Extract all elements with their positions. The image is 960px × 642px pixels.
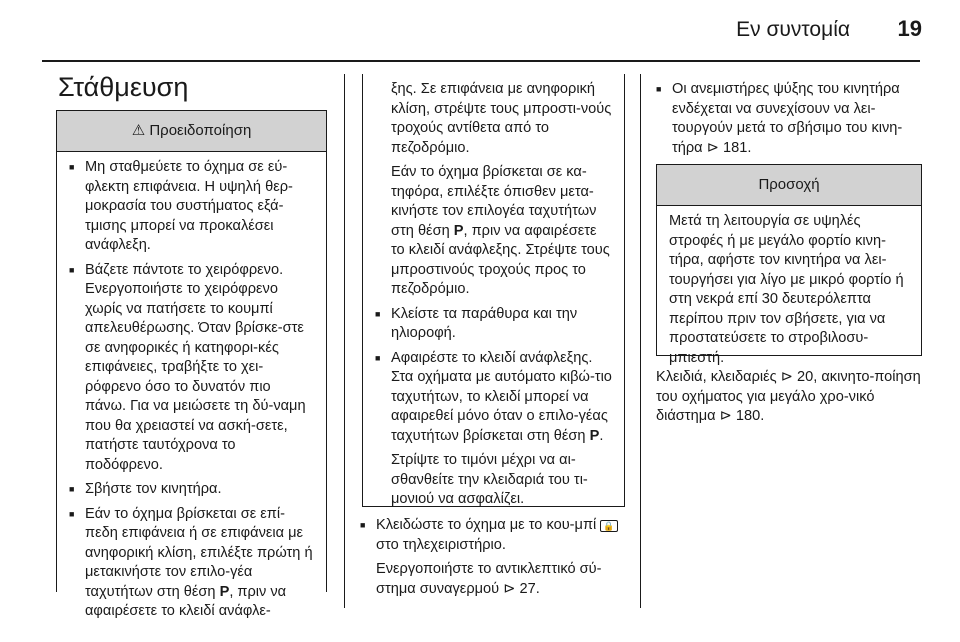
page-number: 19 [897,16,922,41]
downhill-paragraph [375,163,612,300]
warning-bullet: ■ Βάζετε πάντοτε το χειρόφρενο. Ενεργοποιήστε το χειρόφρενο χωρίς να πατήσετε το κουμπί απελευθέρωσης. Όταν βρίσκε-στε σε ανηφορικές ή κατηφορι-κές επιφάνειες, τραβήξτε το χει-ρόφρενο όσο το δυνατόν πιο πάνω. Για να μειώσετε τη δύ-ναμη που θα χρειαστεί να ασκή-σετε, πατήστε ταυτόχρονα το ποδόφρενο. [69,261,314,476]
warning-box-header [57,111,326,152]
page-ref-arrow-icon: ⊳ [780,369,793,385]
text-run: Οι ανεμιστήρες ψύξης του κινητήρα ενδέχεται να συνεχίσουν να λει-τουργούν μετά το σβήσιμο του κινη-τήρα [672,81,903,156]
warning-box-body [57,152,326,635]
warning-bullet: ■ Μη σταθμεύετε το όχημα σε εύ-φλεκτη επιφάνεια. Η υψηλή θερ-μοκρασία του συστήματος εξά-τμισης μπορεί να προκαλέσει ανάφλεξη. [69,158,314,256]
lock-bullet [360,516,628,555]
fan-bullet [656,80,926,158]
text-run: Αφαιρέστε το κλειδί ανάφλεξης. Στα οχήματα με αυτόματο κιβώ-τιο ταχυτήτων, το κλειδί μπορεί να αφαιρεθεί μόνο όταν ο επιλο-γέας ταχυτήτων βρίσκεται στη θέση [391,349,612,444]
warning-icon: ⚠ [131,122,146,139]
lock-icon: 🔒 [600,520,617,532]
text-run: , πριν να αφαιρέσετε το κλειδί ανάφλε- [85,583,287,619]
gear-position: P [589,427,600,444]
right-column [656,80,926,163]
text-run: , ακινητο-ποίηση του οχήματος για μεγάλο χρο-νικό διάστημα [656,369,921,424]
alarm-paragraph [360,560,628,599]
page-ref-arrow-icon: ⊳ [503,580,516,597]
gear-position: P [219,583,230,600]
warning-box [56,110,327,619]
warning-box-continued-body [363,74,624,523]
text-run: στο τηλεχειριστήριο. [376,536,506,553]
section-title: Στάθμευση [58,72,189,102]
page-ref[interactable]: 20 [797,369,814,385]
page-ref-arrow-icon: ⊳ [719,408,732,424]
warning-bullet [375,349,612,447]
text-run: . [760,408,765,424]
warning-bullet [69,505,314,622]
keys-paragraph [656,368,924,427]
column-divider-right [640,74,641,608]
text-run: . [599,427,604,444]
caution-text: Μετά τη λειτουργία σε υψηλές στροφές ή με μεγάλο φορτίο κινη-τήρα, αφήστε τον κινητήρα να λει-τουργήσει για λίγο με μικρό φορτίο ή στη νεκρά επί 30 δευτερόλεπτα περίπου πριν τον σβήσετε, για να προστατεύσετε το στροβιλοσυ-μπιεστή. [669,213,904,366]
gear-position: P [453,222,464,239]
lock-section [360,516,628,604]
text-run: Κλειδώστε το όχημα με το κου-μπί [376,517,601,533]
running-title: Εν συντομία [736,18,850,41]
header-rule [42,60,920,62]
warning-bullet: ■ Κλείστε τα παράθυρα και την ηλιοροφή. [375,305,612,344]
text-run: . [535,580,540,597]
page-ref[interactable]: 180 [735,408,761,424]
text-run: , πριν να αφαιρέσετε το κλειδί ανάφλεξης. Στρέψτε τους μπροστινούς τροχούς προς το πεζοδρόμιο. [391,222,610,297]
warning-bullet: ■ Σβήστε τον κινητήρα. [69,480,314,500]
continuation-text: ξης. Σε επιφάνεια με ανηφορική κλίση, στρέψτε τους μπροστι-νούς τροχούς αντίθετα από το πεζοδρόμιο. [391,81,612,156]
steering-paragraph: Στρίψτε το τιμόνι μέχρι να αι-σθανθείτε την κλειδαριά του τι-μονιού να ασφαλίζει. [391,452,588,507]
caution-box-header: Προσοχή [657,165,921,206]
page-ref[interactable]: 27 [519,580,536,597]
text-run: Κλειδιά, κλειδαριές [656,369,781,385]
warning-box-title: Προειδοποίηση [149,122,252,139]
warning-box-continued [362,74,625,507]
column-divider-left [344,74,345,608]
caution-box [656,164,922,366]
page-ref-arrow-icon: ⊳ [706,139,719,156]
text-run: Ενεργοποιήστε το αντικλεπτικό σύ-στημα συναγερμού [376,561,602,597]
text-run: Εάν το όχημα βρίσκεται σε κα-τηφόρα, επιλέξτε όπισθεν μετα-κινήστε τον επιλογέα ταχυτήτων στη θέση [391,164,597,239]
page-ref[interactable]: 181 [722,139,748,156]
text-run: Εάν το όχημα βρίσκεται σε επί-πεδη επιφάνεια ή σε επιφάνεια με ανηφορική κλίση, επιλέξτε πρώτη ή μετακινήστε τον επιλο-γέα ταχυτήτων στη θέση [85,505,313,600]
text-run: . [747,139,752,156]
